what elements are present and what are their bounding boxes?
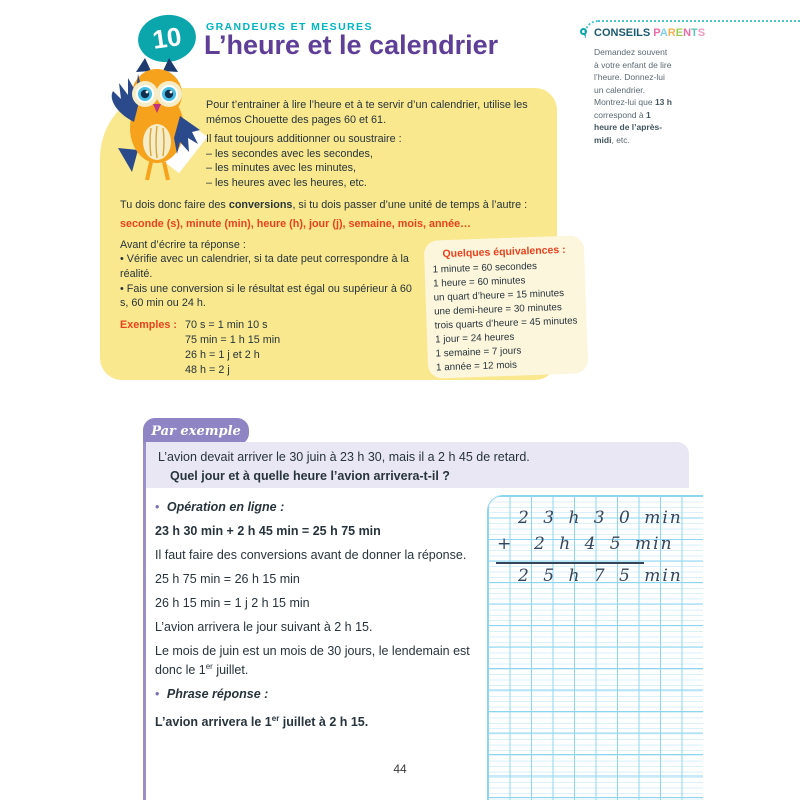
memo-paragraph: Pour t’entrainer à lire l’heure et à te servir d’un calendrier, utilise les mémos Chouette des pages 60 et 61. bbox=[206, 99, 528, 126]
memo-text: Tu dois donc faire des bbox=[120, 198, 229, 211]
memo-before-answer: Avant d’écrire ta réponse : bbox=[120, 238, 246, 251]
month-note-text: juillet. bbox=[212, 663, 249, 678]
memo-text: , si tu dois passer d’une unité de temps à l’autre : bbox=[292, 198, 528, 211]
conseils-title-main: CONSEILS bbox=[594, 27, 651, 39]
handwritten-row: 2 h 4 5 min bbox=[534, 534, 674, 554]
equivalence-item: 1 heure = 60 minutes bbox=[432, 275, 526, 290]
month-note-text: Le mois de juin est un mois de 30 jours, le lendemain est donc le 1 bbox=[155, 644, 470, 678]
conseils-circle-icon bbox=[580, 28, 587, 35]
example-equation: 26 h = 1 j et 2 h bbox=[185, 348, 260, 361]
solution-step: Il faut faire des conversions avant de donner la réponse. bbox=[155, 548, 467, 562]
lesson-number-badge: 10 bbox=[135, 11, 199, 66]
example-equation: 48 h = 2 j bbox=[185, 363, 230, 376]
memo-list-item: – les heures avec les heures, etc. bbox=[206, 176, 367, 189]
memo-bullet: • Fais une conversion si le résultat est égal ou supérieur à 60 s, 60 min ou 24 h. bbox=[120, 282, 412, 310]
conseils-title-colored: PARENTS bbox=[653, 27, 706, 39]
memo-units-line: seconde (s), minute (min), heure (h), jour (j), semaine, mois, année… bbox=[120, 218, 471, 231]
bullet-icon: • bbox=[155, 687, 160, 702]
equivalence-item: 1 semaine = 7 jours bbox=[435, 345, 522, 360]
memo-list-item: – les secondes avec les secondes, bbox=[206, 147, 373, 160]
problem-statement: L’avion devait arriver le 30 juin à 23 h 30, mais il a 2 h 45 de retard. bbox=[158, 450, 530, 464]
memo-bullet: • Vérifie avec un calendrier, si ta date peut correspondre à la réalité. bbox=[120, 253, 409, 280]
conseils-body bbox=[594, 46, 674, 146]
equivalence-item: 1 minute = 60 secondes bbox=[432, 260, 538, 276]
page-title: L’heure et le calendrier bbox=[204, 30, 499, 60]
conseils-title bbox=[594, 27, 705, 39]
solution-step: 26 h 15 min = 1 j 2 h 15 min bbox=[155, 596, 310, 610]
answer-text: juillet à 2 h 15. bbox=[279, 715, 369, 730]
problem-question: Quel jour et à quelle heure l’avion arrivera-t-il ? bbox=[170, 469, 450, 483]
examples-label: Exemples : bbox=[120, 318, 178, 331]
example-equation: 75 min = 1 h 15 min bbox=[185, 333, 281, 346]
sum-underline bbox=[496, 562, 644, 564]
example-equation: 70 s = 1 min 10 s bbox=[185, 318, 268, 331]
operation-label-text: Opération en ligne : bbox=[166, 500, 285, 514]
owl-mascot-icon bbox=[106, 56, 210, 192]
conseils-text: correspond à bbox=[594, 109, 646, 120]
superscript: er bbox=[271, 714, 280, 724]
answer-text: L’avion arrivera le 1 bbox=[155, 715, 272, 730]
equivalences-title: Quelques équivalences : bbox=[442, 243, 566, 261]
month-note bbox=[155, 644, 491, 678]
page-number: 44 bbox=[393, 762, 407, 776]
handwritten-row: 2 5 h 7 5 min bbox=[518, 566, 683, 586]
example-section bbox=[143, 418, 703, 800]
equivalence-item: trois quarts d’heure = 45 minutes bbox=[434, 315, 578, 332]
solution-step: 25 h 75 min = 26 h 15 min bbox=[155, 572, 300, 586]
conseils-text: , etc. bbox=[611, 134, 630, 145]
superscript: er bbox=[205, 662, 213, 671]
equivalence-item: une demi-heure = 30 minutes bbox=[433, 302, 562, 318]
section-left-border bbox=[143, 442, 146, 800]
handwritten-row: 2 3 h 3 0 min bbox=[518, 508, 683, 528]
equivalence-item: un quart d’heure = 15 minutes bbox=[433, 287, 565, 304]
notebook-grid-paper bbox=[487, 495, 703, 800]
operation-line: 23 h 30 min + 2 h 45 min = 25 h 75 min bbox=[155, 524, 381, 538]
conseils-text-bold: 1 heure de l’après-midi bbox=[594, 109, 663, 145]
memo-conversions bbox=[120, 198, 543, 213]
final-answer bbox=[155, 711, 491, 730]
solution-step: L’avion arrivera le jour suivant à 2 h 15. bbox=[155, 620, 373, 634]
phrase-label-text: Phrase réponse : bbox=[166, 687, 269, 702]
equivalences-box bbox=[424, 235, 589, 378]
conseils-text-bold: 13 h bbox=[654, 97, 672, 107]
operation-label bbox=[155, 500, 491, 515]
memo-list-item: – les minutes avec les minutes, bbox=[206, 162, 357, 175]
handwritten-plus-sign: + bbox=[497, 534, 514, 554]
bullet-icon: • bbox=[155, 500, 160, 514]
memo-paragraph: Il faut toujours additionner ou soustraire : bbox=[206, 133, 402, 146]
equivalence-item: 1 année = 12 mois bbox=[435, 359, 518, 374]
category-label: GRANDEURS ET MESURES bbox=[206, 21, 373, 33]
equivalence-item: 1 jour = 24 heures bbox=[434, 331, 515, 346]
solution-text bbox=[155, 500, 491, 739]
example-tab: Par exemple bbox=[143, 418, 249, 445]
conseils-text: Demandez souvent à votre enfant de lire l’heure. Donnez-lui un calendrier. Montrez-lui que bbox=[594, 47, 672, 107]
problem-panel bbox=[146, 442, 689, 488]
phrase-label bbox=[155, 687, 491, 702]
memo-text-bold: conversions bbox=[228, 198, 293, 211]
